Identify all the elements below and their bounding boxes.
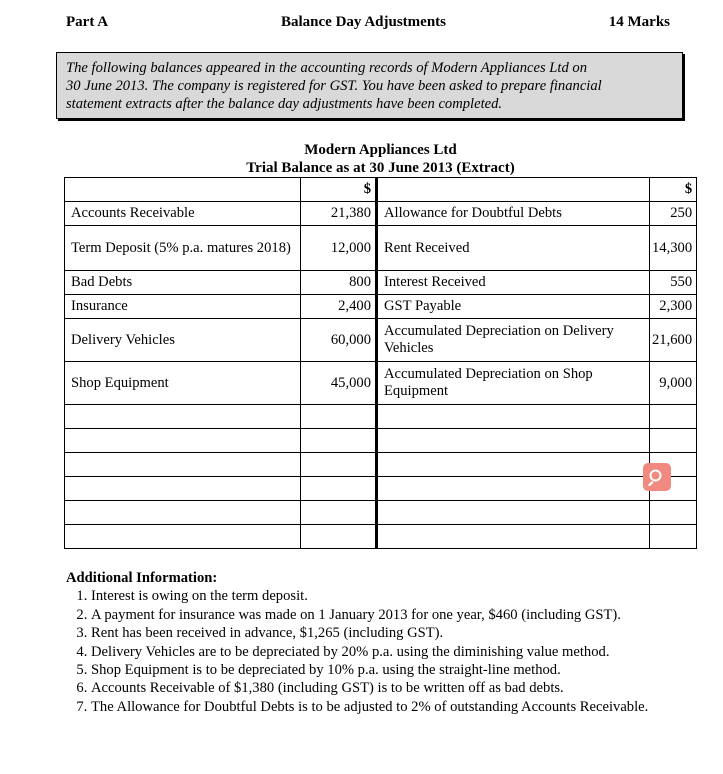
list-item: 3. Rent has been received in advance, $1,265 (including GST).: [91, 624, 686, 642]
company-name: Modern Appliances Ltd: [304, 142, 457, 158]
account-amount: 21,600: [650, 319, 697, 362]
account-name: Accumulated Depreciation on Delivery Vehicles: [377, 319, 650, 362]
table-row: [65, 271, 697, 295]
table-row: [65, 295, 697, 319]
account-name: Delivery Vehicles: [65, 319, 301, 362]
account-amount: 12,000: [301, 226, 377, 271]
trial-balance-table: [64, 177, 697, 549]
additional-heading: Additional Information:: [66, 570, 218, 586]
account-amount: 21,380: [301, 202, 377, 226]
account-amount: 250: [650, 202, 697, 226]
intro-line: statement extracts after the balance day adjustments have been completed.: [66, 96, 503, 112]
search-icon: [648, 468, 666, 486]
part-label: Part A: [66, 14, 109, 30]
empty-row: [65, 525, 697, 549]
account-name: Insurance: [65, 295, 301, 319]
account-amount: 800: [301, 271, 377, 295]
table-cell: [65, 178, 301, 202]
empty-row: [65, 453, 697, 477]
account-name: Interest Received: [377, 271, 650, 295]
intro-box: [56, 52, 683, 119]
account-name: GST Payable: [377, 295, 650, 319]
account-amount: 45,000: [301, 362, 377, 405]
account-name: Bad Debts: [65, 271, 301, 295]
account-amount: 14,300: [650, 226, 697, 271]
currency-header: $: [650, 178, 697, 202]
additional-information: [66, 569, 686, 716]
account-name: Rent Received: [377, 226, 650, 271]
list-item: 2. A payment for insurance was made on 1 January 2013 for one year, $460 (including GST).: [91, 606, 686, 624]
table-row: [65, 178, 697, 202]
account-amount: 2,300: [650, 295, 697, 319]
trial-balance-heading: [0, 141, 723, 177]
list-item: 7. The Allowance for Doubtful Debts is to be adjusted to 2% of outstanding Accounts Receivable.: [91, 698, 686, 716]
account-amount: 2,400: [301, 295, 377, 319]
account-amount: 9,000: [650, 362, 697, 405]
empty-row: [65, 501, 697, 525]
table-row: [65, 202, 697, 226]
table-row: [65, 226, 697, 271]
list-item: 6. Accounts Receivable of $1,380 (including GST) is to be written off as bad debts.: [91, 679, 686, 697]
account-name: Shop Equipment: [65, 362, 301, 405]
table-cell: [377, 178, 650, 202]
account-name: Term Deposit (5% p.a. matures 2018): [65, 226, 301, 271]
table-row: [65, 319, 697, 362]
instruction-list: [66, 587, 686, 716]
intro-line: The following balances appeared in the accounting records of Modern Appliances Ltd on: [66, 60, 587, 76]
table-row: [65, 362, 697, 405]
marks-label: 14 Marks: [608, 14, 670, 30]
empty-row: [65, 405, 697, 429]
page-header: [66, 14, 670, 34]
account-amount: 550: [650, 271, 697, 295]
section-title: Balance Day Adjustments: [281, 14, 447, 30]
list-item: 4. Delivery Vehicles are to be depreciated by 20% p.a. using the diminishing value method.: [91, 643, 686, 661]
list-item: 1. Interest is owing on the term deposit.: [91, 587, 686, 605]
intro-line: 30 June 2013. The company is registered for GST. You have been asked to prepare financial: [66, 78, 602, 94]
list-item: 5. Shop Equipment is to be depreciated by 10% p.a. using the straight-line method.: [91, 661, 686, 679]
trial-balance-title: Trial Balance as at 30 June 2013 (Extract): [246, 160, 515, 176]
account-name: Accumulated Depreciation on Shop Equipment: [377, 362, 650, 405]
currency-header: $: [301, 178, 377, 202]
account-name: Accounts Receivable: [65, 202, 301, 226]
empty-row: [65, 429, 697, 453]
account-amount: 60,000: [301, 319, 377, 362]
empty-row: [65, 477, 697, 501]
search-button[interactable]: [643, 463, 671, 491]
account-name: Allowance for Doubtful Debts: [377, 202, 650, 226]
